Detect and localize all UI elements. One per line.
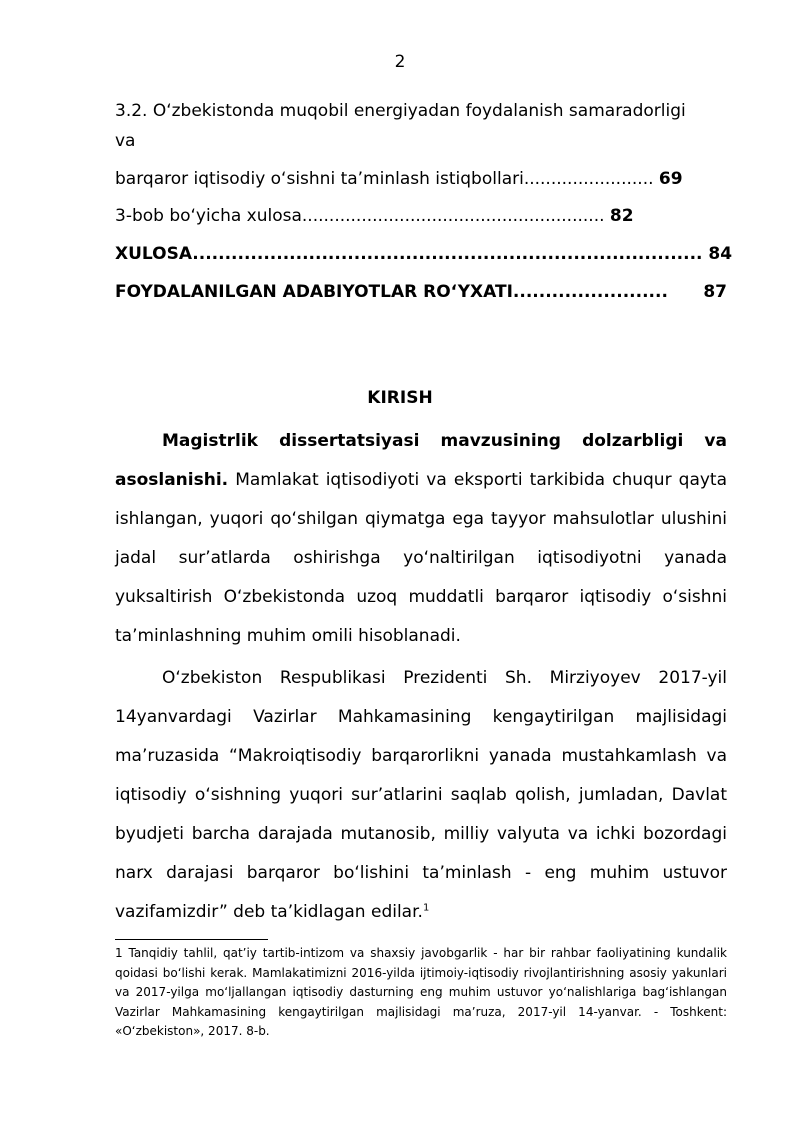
toc-conclusion-page: 84 — [708, 244, 733, 264]
paragraph-relevance-lead: Magistrlik dissertatsiyasi mavzusining dolzarbligi va asoslanishi. — [115, 431, 727, 490]
toc-conclusion-text: XULOSA............................................................................... — [115, 244, 703, 264]
paragraph-president-quote — [115, 659, 727, 932]
page-number: 2 — [394, 52, 406, 72]
toc-references-page: 87 — [703, 282, 727, 302]
toc-item-3-2-line3 — [115, 169, 683, 189]
toc-item-3-2-text: barqaror iqtisodiy o‘sishni ta’minlash istiqbollari........................ — [115, 169, 654, 189]
toc-conclusion — [115, 244, 732, 264]
toc-item-3-2-line1: 3.2. O‘zbekistonda muqobil energiyadan foydalanish samaradorligi — [115, 101, 686, 121]
footnote: 1 Tanqidiy tahlil, qat’iy tartib-intizom va shaxsiy javobgarlik - har bir rahbar faoliyatining kundalik qoidasi bo‘lishi kerak. Mamlakatimizni 2016-yilda ijtimoiy-iqtisodiy rivojlantirishning asosiy yakunlari va 2017-yilga mo‘ljallangan iqtisodiy dasturning eng muhim ustuvor yo‘nalishlariga bag‘ishlangan Vazirlar Mahkamasining kengaytirilgan majlisidagi ma’ruza, 2017-yil 14-yanvar. - Toshkent: «O‘zbekiston», 2017. 8-b. — [115, 946, 727, 1038]
toc-references-text: FOYDALANILGAN ADABIYOTLAR RO‘YXATI........................ — [115, 282, 668, 302]
toc-chapter3-summary-text: 3-bob bo‘yicha xulosa........................................................ — [115, 206, 605, 226]
toc-item-3-2-line2: va — [115, 131, 136, 151]
footnote-reference: 1 — [422, 902, 430, 914]
toc-references — [115, 282, 727, 302]
toc-chapter3-summary-page: 82 — [609, 206, 634, 226]
paragraph-relevance — [115, 422, 727, 656]
toc-item-3-2-page: 69 — [658, 169, 683, 189]
footnote-separator — [115, 939, 268, 940]
section-heading: KIRISH — [367, 388, 433, 408]
toc-chapter3-summary — [115, 206, 634, 226]
paragraph-president-quote-text: O‘zbekiston Respublikasi Prezidenti Sh. Mirziyoyev 2017-yil 14yanvardagi Vazirlar Mahkamasining kengaytirilgan majlisidagi ma’ruzasida “Makroiqtisodiy barqarorlikni yanada mustahkamlash va iqtisodiy o‘sishning yuqori sur’atlarini saqlab qolish, jumladan, Davlat byudjeti barcha darajada mutanosib, milliy valyuta va ichki bozordagi narx darajasi barqaror bo‘lishini ta’minlash - eng muhim ustuvor vazifamizdir” deb ta’kidlagan edilar. — [115, 668, 727, 922]
paragraph-relevance-text: Mamlakat iqtisodiyoti va eksporti tarkibida chuqur qayta ishlangan, yuqori qo‘shilgan qiymatga ega tayyor mahsulotlar ulushini jadal sur’atlarda oshirishga yo‘naltirilgan iqtisodiyotni yanada yuksaltirish O‘zbekistonda uzoq muddatli barqaror iqtisodiy o‘sishni ta’minlashning muhim omili hisoblanadi. — [115, 470, 727, 646]
